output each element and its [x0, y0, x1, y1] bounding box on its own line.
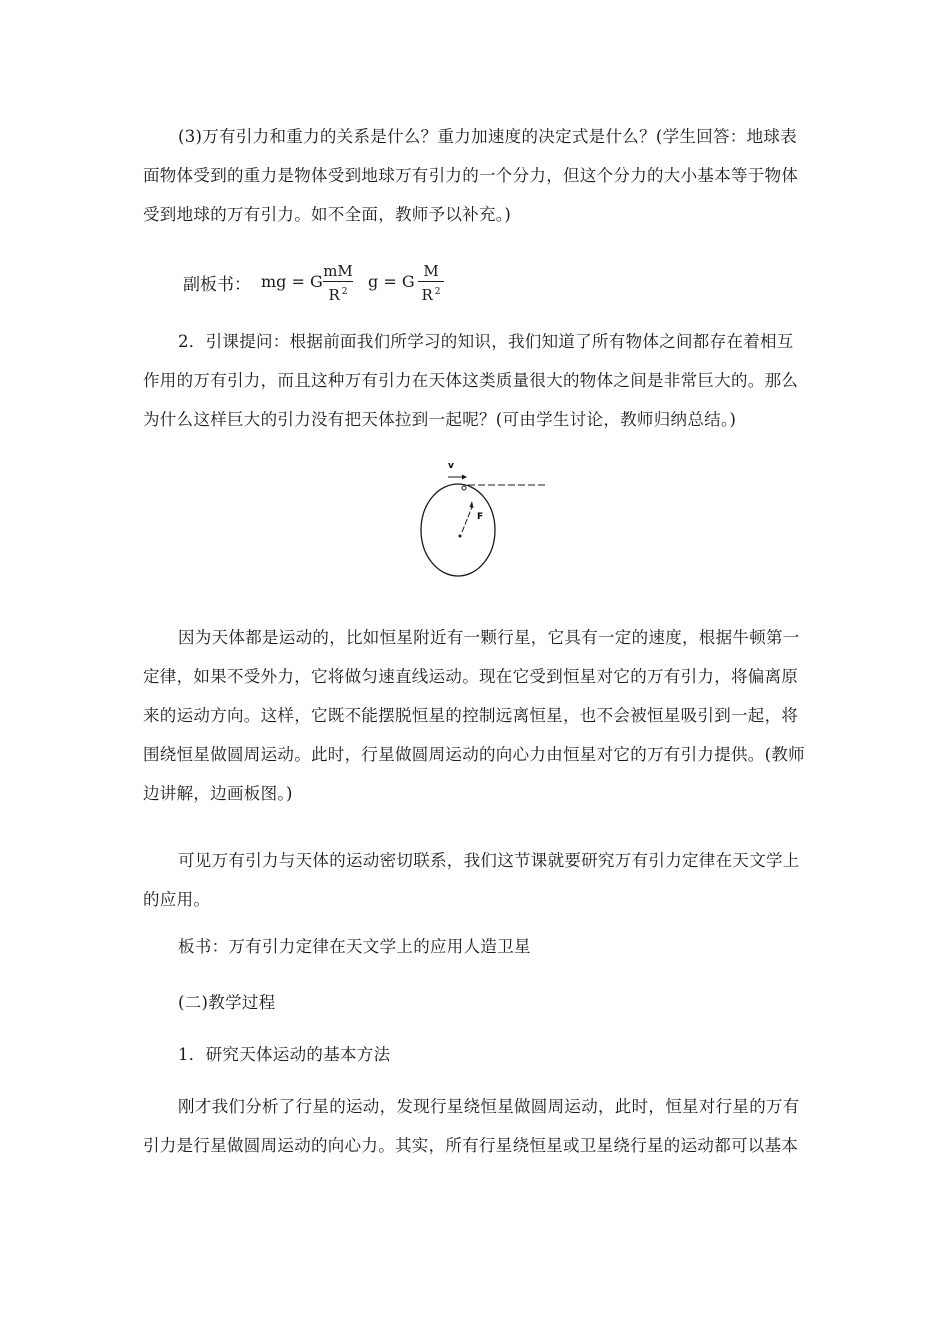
- orbit-circle: [421, 484, 495, 576]
- fraction-M-over-R2: [418, 262, 444, 304]
- text-line: 定律，如果不受外力，它将做匀速直线运动。现在它受到恒星对它的万有引力，将偏离原: [143, 667, 799, 686]
- paragraph-method: [143, 1087, 813, 1165]
- orbit-diagram: [410, 455, 560, 585]
- paragraph-gravity-question: [143, 117, 813, 234]
- den-exponent: 2: [341, 287, 348, 297]
- den-base: R: [421, 286, 433, 304]
- force-line: [462, 507, 472, 532]
- paragraph-explanation: [143, 618, 813, 813]
- text-line: 围绕恒星做圆周运动。此时，行星做圆周运动的向心力由恒星对它的万有引力提供。(教师: [143, 745, 805, 764]
- text-line: 因为天体都是运动的，比如恒星附近有一颗行星，它具有一定的速度，根据牛顿第一: [178, 628, 800, 647]
- text-line: 的应用。: [143, 890, 211, 909]
- text-line: (二)教学过程: [178, 993, 276, 1012]
- text-line: 刚才我们分析了行星的运动，发现行星绕恒星做圆周运动，此时，恒星对行星的万有: [178, 1097, 800, 1116]
- fraction-bar: [323, 281, 353, 282]
- fraction-bar: [418, 281, 444, 282]
- text-line: 受到地球的万有引力。如不全面，教师予以补充。): [143, 205, 512, 224]
- section-heading: [143, 983, 813, 1022]
- den-base: R: [328, 286, 340, 304]
- paragraph-transition: [143, 841, 813, 919]
- velocity-arrowhead: [462, 475, 467, 480]
- fraction-denominator: [323, 283, 353, 304]
- fraction-numerator: mM: [323, 262, 353, 280]
- text-line: 来的运动方向。这样，它既不能摆脱恒星的控制远离恒星，也不会被恒星吸引到一起，将: [143, 706, 799, 725]
- star-center: [459, 535, 462, 538]
- text-line: (3)万有引力和重力的关系是什么？重力加速度的决定式是什么？(学生回答：地球表: [178, 127, 798, 146]
- text-line: 面物体受到的重力是物体受到地球万有引力的一个分力，但这个分力的大小基本等于物体: [143, 166, 799, 185]
- text-line: 为什么这样巨大的引力没有把天体拉到一起呢？(可由学生讨论，教师归纳总结。): [143, 410, 737, 429]
- text-line: 可见万有引力与天体的运动密切联系，我们这节课就要研究万有引力定律在天文学上: [178, 851, 800, 870]
- subsection-heading: [143, 1035, 813, 1074]
- formula-label: 副板书：: [183, 275, 251, 295]
- velocity-label: v: [448, 461, 454, 471]
- force-arrowhead: [470, 501, 474, 508]
- fraction-mM-over-R2: [323, 262, 353, 304]
- fraction-numerator: M: [423, 262, 439, 280]
- text-line: 作用的万有引力，而且这种万有引力在天体这类质量很大的物体之间是非常巨大的。那么: [143, 371, 799, 390]
- formula-lhs-2: g = G: [368, 272, 415, 291]
- paragraph-lead-question: [143, 322, 813, 439]
- text-line: 边讲解，边画板图。): [143, 784, 293, 803]
- text-line: 引力是行星做圆周运动的向心力。其实，所有行星绕恒星或卫星绕行星的运动都可以基本: [143, 1136, 799, 1155]
- fraction-denominator: [418, 283, 444, 304]
- force-label: F: [477, 512, 484, 522]
- text-line: 2．引课提问：根据前面我们所学习的知识，我们知道了所有物体之间都存在着相互: [178, 332, 794, 351]
- text-line: 1．研究天体运动的基本方法: [178, 1045, 391, 1064]
- planet-point: [462, 486, 466, 490]
- den-exponent: 2: [434, 287, 441, 297]
- paragraph-board-title: [143, 927, 813, 966]
- text-line: 板书：万有引力定律在天文学上的应用人造卫星: [178, 937, 531, 956]
- formula-lhs-1: mg = G: [261, 272, 323, 291]
